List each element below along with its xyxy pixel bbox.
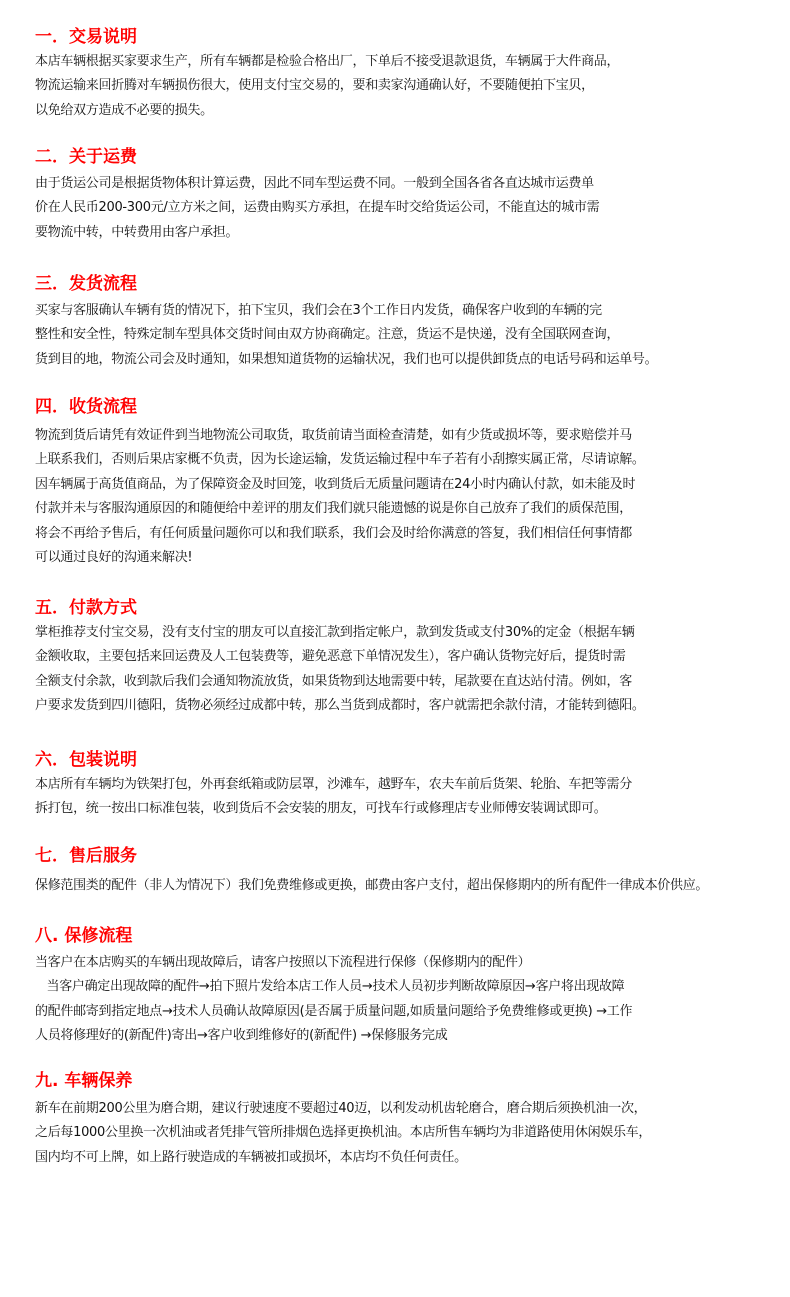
section-transaction (35, 25, 619, 123)
text-line: 整性和安全性，特殊定制车型具体交货时间由双方协商确定。注意，货运不是快递，没有全国联网查询， (35, 327, 620, 343)
text-line: 全额支付余款，收到款后我们会通知物流放货，如果货物到达地需要中转，尾款要在直达站付清。例如，客 (35, 673, 632, 689)
section-body (35, 773, 632, 822)
section-heading: 四．收货流程 (35, 397, 137, 417)
text-line: 之后每1000公里换一次机油或者凭排气管所排烟色选择更换机油。本店所售车辆均为非道路使用休闲娱乐车， (35, 1125, 652, 1141)
text-line: 国内均不可上牌，如上路行驶造成的车辆被扣或损坏，本店均不负任何责任。 (35, 1149, 467, 1165)
section-after-sales (35, 844, 708, 898)
text-line: 保修范围类的配件（非人为情况下）我们免费维修或更换，邮费由客户支付，超出保修期内的所有配件一律成本价供应。 (35, 877, 709, 893)
text-line: 新车在前期200公里为磨合期，建议行驶速度不要超过40迈，以利发动机齿轮磨合，磨合期后须换机油一次， (35, 1100, 647, 1116)
section-body (35, 1097, 651, 1171)
section-packaging (35, 748, 632, 822)
text-line: 买家与客服确认车辆有货的情况下，拍下宝贝，我们会在3个工作日内发货，确保客户收到的车辆的完 (35, 302, 602, 318)
section-heading: 九. 车辆保养 (35, 1071, 133, 1091)
section-body (35, 951, 632, 1049)
section-heading: 六．包装说明 (35, 750, 137, 770)
section-heading: 二．关于运费 (35, 147, 137, 167)
section-warranty (35, 924, 632, 1049)
text-line: 物流运输来回折腾对车辆损伤很大，使用支付宝交易的，要和卖家沟通确认好，不要随便拍下宝贝， (35, 78, 594, 94)
text-line: 户要求发货到四川德阳，货物必须经过成都中转，那么当货到成都时，客户就需把余款付清，才能转到德阳。 (35, 698, 645, 714)
section-maintenance (35, 1069, 651, 1170)
section-heading: 三．发货流程 (35, 274, 137, 294)
text-line: 掌柜推荐支付宝交易，没有支付宝的朋友可以直接汇款到指定帐户，款到发货或支付30%的定金（根据车辆 (35, 624, 635, 640)
text-line: 物流到货后请凭有效证件到当地物流公司取货，取货前请当面检查清楚，如有少货或损坏等，要求赔偿并马 (35, 427, 632, 443)
section-body (35, 299, 657, 373)
section-heading: 七．售后服务 (35, 846, 137, 866)
text-line: 价在人民币200-300元/立方米之间，运费由购买方承担，在提车时交给货运公司，不能直达的城市需 (35, 200, 600, 216)
text-line: 要物流中转，中转费用由客户承担。 (35, 224, 239, 240)
text-line: 人员将修理好的(新配件)寄出→客户收到维修好的(新配件) →保修服务完成 (35, 1028, 448, 1044)
section-heading: 一．交易说明 (35, 27, 137, 47)
section-heading: 五．付款方式 (35, 598, 137, 618)
section-body (35, 424, 645, 571)
section-dispatch (35, 272, 657, 372)
text-line: 本店车辆根据买家要求生产，所有车辆都是检验合格出厂，下单后不接受退款退货，车辆属于大件商品， (35, 53, 620, 69)
section-shipping-fee (35, 145, 599, 245)
text-line: 本店所有车辆均为铁架打包，外再套纸箱或防层罩，沙滩车，越野车，农夫车前后货架、轮胎、车把等需分 (35, 776, 632, 792)
text-line: 当客户在本店购买的车辆出现故障后，请客户按照以下流程进行保修（保修期内的配件） (35, 954, 531, 970)
section-body (35, 50, 619, 124)
text-line: 因车辆属于高货值商品，为了保障资金及时回笼，收到货后无质量问题请在24小时内确认付款，如未能及时 (35, 476, 636, 492)
text-line: 付款并未与客服沟通原因的和随便给中差评的朋友们我们就只能遗憾的说是你自己放弃了我们的质保范围， (35, 501, 632, 517)
text-line: 以免给双方造成不必要的损失。 (35, 102, 213, 118)
section-payment (35, 596, 645, 719)
section-body (35, 172, 599, 246)
section-body (35, 621, 645, 719)
text-line: 当客户确定出现故障的配件→拍下照片发给本店工作人员→技术人员初步判断故障原因→客户将出现故障 (35, 979, 625, 995)
text-line: 金额收取，主要包括来回运费及人工包装费等，避免恶意下单情况发生），客户确认货物完好后，提货时需 (35, 649, 626, 665)
section-body (35, 874, 708, 899)
section-heading: 八. 保修流程 (35, 926, 133, 946)
text-line: 可以通过良好的沟通来解决! (35, 550, 193, 566)
text-line: 由于货运公司是根据货物体积计算运费，因此不同车型运费不同。一般到全国各省各直达城市运费单 (35, 175, 594, 191)
text-line: 拆打包，统一按出口标准包装，收到货后不会安装的朋友，可找车行或修理店专业师傅安装调试即可。 (35, 801, 607, 817)
text-line: 的配件邮寄到指定地点→技术人员确认故障原因(是否属于质量问题,如质量问题给予免费维修或更换) →工作 (35, 1003, 633, 1019)
text-line: 上联系我们，否则后果店家概不负责，因为长途运输，发货运输过程中车子若有小刮擦实属正常，尽请谅解。 (35, 452, 645, 468)
text-line: 货到目的地，物流公司会及时通知，如果想知道货物的运输状况，我们也可以提供卸货点的电话号码和运单号。 (35, 351, 658, 367)
text-line: 将会不再给予售后，有任何质量问题你可以和我们联系，我们会及时给你满意的答复，我们相信任何事情都 (35, 525, 632, 541)
section-receiving (35, 395, 645, 571)
